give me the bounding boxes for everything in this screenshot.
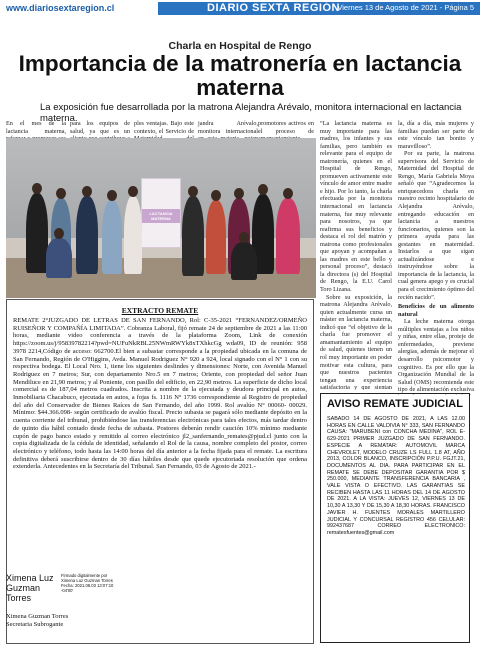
- article-photo: [6, 138, 316, 298]
- person: [231, 242, 257, 280]
- remate-body: REMATE 2°JUZGADO DE LETRAS DE SAN FERNANDO, Rol: C-35-2021 “FERNANDEZ/ORMEÑO RUISEÑOR Y COMPAÑÍA LIMITADA”. Cobranza Laboral, fijó remate 24 de septiembre de 2021 a las 11:00 horas, mediante video conferencia a través de la plataforma Zoom, Link de conexión https://zoom.us/j/95839782214?pwd=NUFuNkRBL25NWmRWYk8xTXhkcGg wda09, ID de reunión: 958 3978 2214,Código de acceso: 662700.El bien a subastar corresponde a la propiedad ubicada en la comuna de San Fernando, Región de O'Higgins, Avda. Manuel Rodriguez N° 920 a 924, local signado con el N° 1 con su respectiva bodega. El Local Nro. 1, tiene los siguientes deslindes y dimensiones: Norte, con Avenida Manuel Rodriguez en 7 metros; Sur, con departamento Nro.5 en 7 metros; Oriente, con propiedad del señor Juan Mendiluce en 21,90 metros; y al Poniente, con pasillo del edificio, en 22,90 metros. La superficie de dicho local comercial es de 187,04 metros cuadrados. Inscrita a nombre de la ejecutada y deudora principal en autos, Inmobiliaria Chacabuco, ejecutada en autos, a fojas fs. 1116 N° 1736 correspondiente al Registro de propiedad del año del Conservador de Bienes Raíces de San Fernando, del año 1999. Rol avalúo N° 00060- 00029. Mínimo: $44.366.098- según certificado de avalúo fiscal. Precio subasta se pagará sólo mediante depósito en la cuenta corriente del tribunal, prohibiéndose las transferencias electrónicas para tales efectos, más tardar dentro de quinto día hábil contado desde fecha de subasta. Postores deberán rendir caución 10% mínimo mediante cupón de pago banco estado y remitido al correo electrónico jl2_sanfernando_remates@pjud.cl junto con la copia digitalizada de la cédula de identidad, señalando el Rol de la causa, nombre completo del postor, correo electrónico y teléfono, todo hasta las 14:00 horas del día anterior a la fecha fijada para el remate. La escritura definitiva deberá suscribirse dentro de 30 días hábiles desde que quede ejecutoriada resolución que ordena extenderla. Antecedentes en la Secretaría del Tribunal. San Fernando, 03 de Agosto de 2021.-: [13, 317, 307, 471]
- newspaper-name: DIARIO SEXTA REGIÓN: [207, 2, 340, 14]
- person: [124, 196, 142, 274]
- article-headline: Importancia de la matronería en lactancia materna: [18, 51, 462, 100]
- signer-name: Ximena Guzman Torres: [6, 613, 69, 620]
- issue-date: Viernes 13 de Agosto de 2021 - Página 5: [337, 3, 474, 12]
- article-column-3: ples ventajas. Bajo este contexto, el Servicio de: [134, 120, 194, 135]
- banner-text: LACTANCIA MATERNA: [149, 211, 173, 221]
- signature-stamp-text: Firmado digitalmente por Ximena Luz Guzman Torres Fecha: 2021.08.03 13:07:10 -04'00': [61, 573, 114, 593]
- aviso-body: SABADO 14 DE AGOSTO DE 2021, A LAS 12.00 HORAS EN CALLE VALDIVIA N° 333, SAN FERNANDO CAUSA: "MARUBENI con CONCHA MEDINA", ROL E-629-2021 PRIMER JUZGADO DE SAN FERNANDO. ESPECIE A REMATAR: AUTOMOVIL MARCA CHEVROLET, MODELO CRUZE LS FULL 1.8 AT, AÑO 2013, COLOR BLANCO, INSCRIPCIÓN P.P.U. FGJT.21, DOCUMENTOS AL DIA. PARA PARTICIPAR EN EL REMATE SE DEBE DEPOSITAR GARANTIA POR $ 250.000, MEDIANTE TRANSFERENCIA BANCARIA , VALE VISTA O EFECTIVO. LAS GARANTIAS SE RECIBEN HASTA LAS 11 HORAS DEL 14 DE AGOSTO DE 2021. A LA VISTA: JUEVES 12, VIERNES 13 DE 10,30 A 13,30 Y DE 15,30 A 18,30 HORAS. FRANCISCO JAVIER H. FUENTES MORALES MARTILLERO JUDICIAL Y CONCURSAL REGISTRO 456 CELULAR: 992437687 CORREO ELECTRONICO: rematesfuentes@gmail.com: [327, 416, 465, 536]
- person: [26, 193, 48, 273]
- lactancia-banner: [141, 178, 181, 248]
- aviso-remate-judicial: [320, 393, 470, 643]
- person: [46, 238, 72, 278]
- person: [182, 196, 204, 276]
- person: [76, 196, 98, 274]
- person: [206, 200, 226, 274]
- signer-name-large: Ximena Luz Guzman Torres: [6, 573, 54, 603]
- article-column-2: para los equipos de salud, ya que es un: [70, 120, 130, 135]
- person: [102, 200, 122, 274]
- article-column-6: “La lactancia materna es muy importante para las madres, los infantes y sus familias, pero también es relevante para el equipo de matronería, quienes en el Hospital de Rengo, promueven activamente este vínculo de amor entre madre e hijo. Por lo tanto, la charla efectuada por la monitora internacional en lactancia materna, fue muy relevante para nosotros, ya que reafirma sus beneficios y destaca el rol del matrón y matrona como profesionales que apoyan y acompañan a las madres en este bello y personal proceso”, destacó la directora (s) del Hospital de Rengo, la E.U. Carol Toro Lizana. Sobre su exposición, la matrona Alejandra Arévalo, quien actualmente cursa un máster en lactancia materna, indicó que “el objetivo de la charla fue promover el amamantamiento al equipo de salud, quienes tienen un rol muy importante en poder motivar esta cultura, para que nuestros pacientes tengan una experiencia satisfactoria y que sientan: [320, 120, 392, 390]
- signer-role: Secretaria Subrogante: [6, 620, 64, 628]
- article-column-7: la, día a día, más mujeres y familias puedan ser parte de este vínculo tan bonito y maravilloso”. Por su parte, la matrona supervisora del Servicio de Maternidad del Hospital de Rengo, María Gabriela Moya señaló que “Agradecemos la enriquecedora charla en nuestro recinto hospitalario de Alejandra Arévalo, entregando educación en lactancia a nuestros funcionarios, quienes son la primera ayuda para las gestantes en maternidad. Instarlos a que sigan actualizándose e instruyéndose sobre la importancia de la lactancia, la cual genera apego y es crucial para el crecimiento óptimo del recién nacido”. Beneficios de un alimento natural La leche materna otorga múltiples ventajas a los niños y niñas, entre ellas, proteje de enfermedades, previene alergias, además de mejorar el desarrollo psicomotor y cognitivo. Es por ello que la Organización Mundial de la Salud (OMS) recomienda este tipo de alimentación exclusiva: [398, 120, 474, 394]
- article-column-4: jandra Arévalo, monitora internacional: [198, 120, 258, 135]
- remate-title: EXTRACTO REMATE: [121, 306, 199, 315]
- article-column-5: promotores activos en el proceso de: [258, 120, 314, 135]
- site-url[interactable]: www.diariosextaregion.cl: [6, 3, 115, 13]
- article-column-1: En el mes de la lactancia materna,: [6, 120, 66, 135]
- aviso-title: AVISO REMATE JUDICIAL: [327, 398, 463, 410]
- article-subhead: La exposición fue desarrollada por la matrona Alejandra Arévalo, monitora internacional en lactancia materna.: [40, 102, 462, 124]
- article-kicker: Charla en Hospital de Rengo: [168, 40, 312, 52]
- person: [276, 198, 300, 274]
- page-header: [0, 0, 480, 18]
